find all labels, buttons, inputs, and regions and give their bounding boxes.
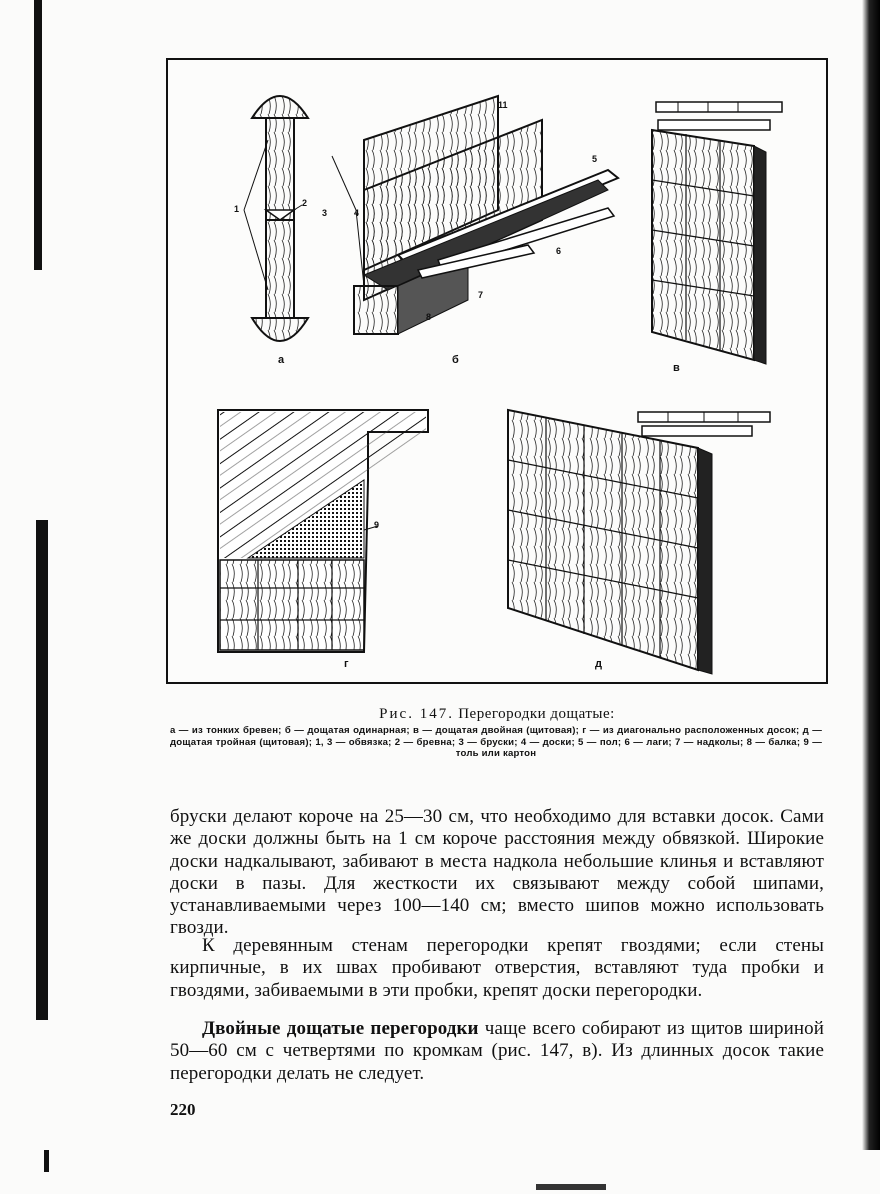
callout-5: 5 — [592, 154, 598, 164]
panel-label-g: г — [344, 658, 349, 670]
callout-1: 1 — [234, 204, 240, 214]
callout-6: 6 — [556, 246, 562, 256]
figure-caption-title — [166, 706, 828, 723]
panel-label-b: б — [452, 354, 459, 366]
panel-label-v: в — [673, 362, 680, 374]
body-paragraph-1: бруски делают короче на 25—30 см, что необходимо для вставки досок. Сами же доски должны быть на 1 см короче расстояния между обвязкой. Широкие доски надкалывают, забивают в места надкола небольшие клинья и вставляют доски в пазы. Для жесткости их связывают между собой шипами, устанавливаемыми через 100—140 см; вместо шипов можно использовать гвозди. — [170, 806, 824, 939]
figure-legend: а — из тонких бревен; б — дощатая одинарная; в — дощатая двойная (щитовая); г — из диагонально расположенных досок; д — дощатая тройная (щитовая); 1, 3 — обвязка; 2 — бревна; 3 — бруски; 4 — доски; 5 — пол; 6 — лаги; 7 — надколы; 8 — балка; 9 — толь или картон — [170, 725, 822, 759]
scan-edge-bottom — [536, 1184, 606, 1190]
callout-7: 7 — [478, 290, 484, 300]
panel-label-d: д — [595, 658, 602, 670]
panel-d-triple-board — [508, 410, 770, 674]
panel-v-double-board — [652, 102, 782, 364]
scan-edge-left — [36, 520, 48, 1020]
paragraph-3-text: чаще всего собирают из щитов шириной 50—60 см с четвертями по кромкам (рис. 147, в). Из длинных досок такие перегородки делать не следует. — [170, 1018, 824, 1084]
scan-edge-bottom-left — [44, 1150, 49, 1172]
figure-ref: Рис. 147. — [379, 706, 454, 722]
callout-8: 8 — [426, 312, 432, 322]
panel-label-a: а — [278, 354, 285, 366]
callout-4: 4 — [354, 208, 360, 218]
scan-edge-top-left — [34, 0, 42, 270]
panel-a-log-partition — [244, 96, 308, 341]
callout-9: 9 — [374, 520, 380, 530]
body-paragraph-2: К деревянным стенам перегородки крепят гвоздями; если стены кирпичные, в их швах пробивают отверстия, вставляют туда пробки и гвоздями, забиваемыми в эти пробки, крепят доски перегородки. — [170, 935, 824, 1001]
callout-2: 2 — [302, 198, 308, 208]
paragraph-3-heading: Двойные дощатые перегородки — [202, 1018, 479, 1039]
figure-drawings — [168, 60, 826, 682]
callout-3: 3 — [322, 208, 328, 218]
panel-b-single-board — [332, 96, 618, 334]
figure-title: Перегородки дощатые: — [458, 706, 615, 722]
callout-11: 11 — [498, 100, 508, 110]
page-number: 220 — [170, 1100, 196, 1119]
scan-edge-right — [862, 0, 880, 1150]
panel-g-diagonal-boards — [218, 410, 428, 652]
figure — [166, 58, 828, 684]
body-paragraph-3 — [170, 1018, 824, 1085]
